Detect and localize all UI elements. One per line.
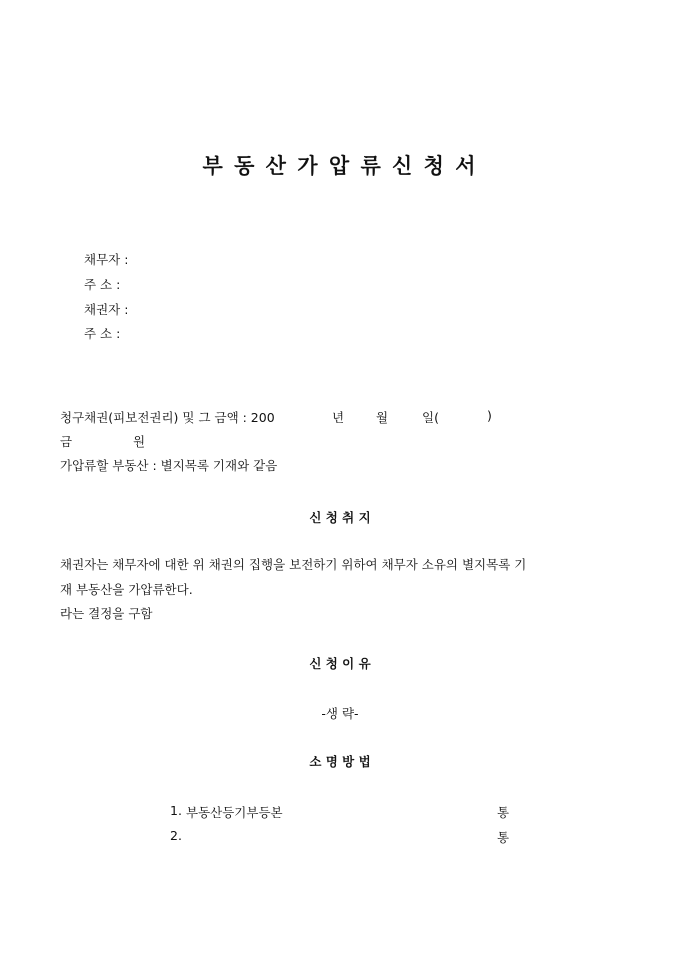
creditor-label: 채권자 :: [84, 302, 129, 317]
claim-month-unit: 월: [376, 410, 389, 425]
method-item-number: 2.: [170, 828, 182, 843]
debtor-label: 채무자 :: [84, 252, 129, 267]
method-item-unit: 통: [497, 805, 510, 820]
document-title: 부 동 산 가 압 류 신 청 서: [202, 153, 478, 178]
purpose-line-2: 재 부동산을 가압류한다.: [60, 582, 193, 597]
claim-amount-label: 청구채권(피보전권리) 및 그 금액 : 200: [60, 410, 275, 425]
amount-label: 금: [60, 434, 73, 449]
purpose-line-1: 채권자는 채무자에 대한 위 채권의 집행을 보전하기 위하여 채무자 소유의 별지목록 기: [60, 557, 527, 572]
claim-close-paren: ): [487, 408, 492, 423]
method-item-name: 부동산등기부등본: [186, 805, 283, 820]
method-heading: 소 명 방 법: [309, 754, 371, 769]
creditor-address-label: 주 소 :: [84, 326, 121, 341]
reason-text: -생 략-: [321, 706, 359, 721]
method-item-unit: 통: [497, 830, 510, 845]
reason-heading: 신 청 이 유: [309, 656, 371, 671]
claim-year-unit: 년: [332, 410, 345, 425]
debtor-address-label: 주 소 :: [84, 277, 121, 292]
method-item-number: 1.: [170, 803, 182, 818]
amount-unit: 원: [133, 434, 146, 449]
property-line: 가압류할 부동산 : 별지목록 기재와 같음: [60, 458, 278, 473]
purpose-heading: 신 청 취 지: [309, 510, 371, 525]
claim-day-unit: 일(: [422, 410, 439, 425]
purpose-line-3: 라는 결정을 구함: [60, 606, 153, 621]
